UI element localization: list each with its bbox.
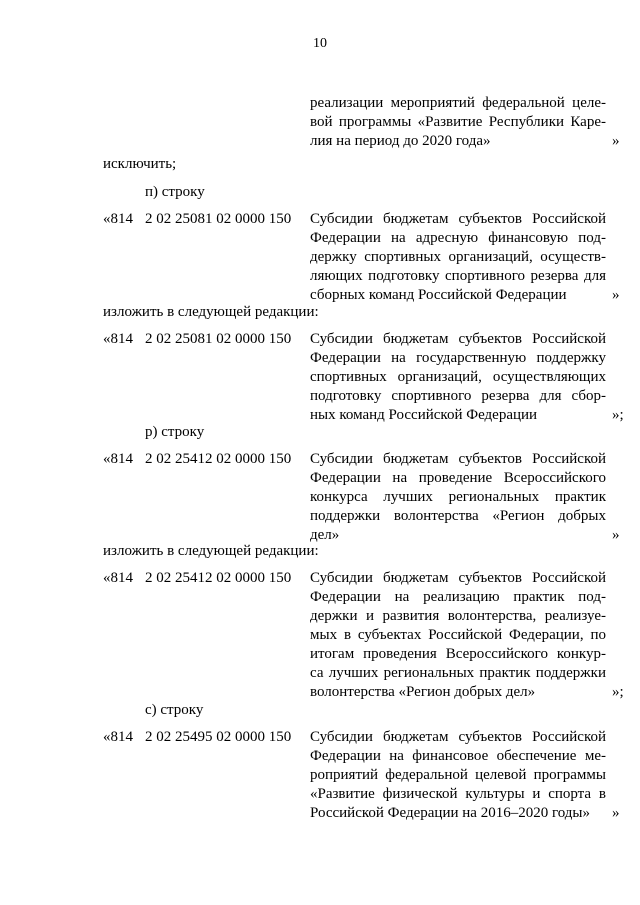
description-line: Российской Федерации на 2016–2020 годы»: [310, 805, 591, 821]
description-line: спортивных организаций, осуществляющих: [310, 369, 606, 385]
instruction-text: р) строку: [145, 424, 205, 440]
closing-quote: »;: [612, 407, 624, 423]
row-open-quote-code: «814: [103, 211, 133, 227]
instruction-text: с) строку: [145, 702, 204, 718]
description-line: сборных команд Российской Федерации: [310, 287, 567, 303]
row-open-quote-code: «814: [103, 331, 133, 347]
description-line: Субсидии бюджетам субъектов Российской: [310, 211, 606, 227]
page-number: 10: [313, 36, 327, 51]
description-line: Федерации на государственную поддержку: [310, 350, 606, 366]
description-line: ных команд Российской Федерации: [310, 407, 538, 423]
closing-quote: »: [612, 527, 620, 543]
row-description: [310, 450, 606, 545]
closing-quote: »: [612, 133, 620, 149]
row-description: [310, 94, 606, 151]
description-line: итогам проведения Всероссийского конкур-: [310, 646, 606, 662]
description-line: мых в субъектах Российской Федерации, по: [310, 627, 606, 643]
description-line: Федерации на финансовое обеспечение ме-: [310, 748, 606, 764]
description-line: Федерации на реализацию практик под-: [310, 589, 606, 605]
row-description: [310, 210, 606, 305]
row-open-quote-code: «814: [103, 729, 133, 745]
instruction-text: исключить;: [103, 156, 177, 172]
description-line: Субсидии бюджетам субъектов Российской: [310, 451, 606, 467]
budget-classification-code: 2 02 25412 02 0000 150: [145, 570, 292, 586]
description-line: вой программы «Развитие Республики Каре-: [310, 114, 606, 130]
row-description: [310, 728, 606, 823]
description-line: подготовку спортивного резерва для сбор-: [310, 388, 606, 404]
description-line: держку спортивных организаций, осуществ-: [310, 249, 606, 265]
description-line: са лучших региональных практик поддержки: [310, 665, 606, 681]
description-line: конкурса лучших региональных практик: [310, 489, 606, 505]
description-line: Федерации на адресную финансовую под-: [310, 230, 606, 246]
description-line: держки и развития волонтерства, реализуе-: [310, 608, 606, 624]
budget-classification-code: 2 02 25081 02 0000 150: [145, 331, 292, 347]
instruction-text: изложить в следующей редакции:: [103, 304, 319, 320]
description-line: ляющих подготовку спортивного резерва для: [310, 268, 606, 284]
description-line: волонтерства «Регион добрых дел»: [310, 684, 536, 700]
instruction-text: изложить в следующей редакции:: [103, 543, 319, 559]
budget-classification-code: 2 02 25081 02 0000 150: [145, 211, 292, 227]
budget-classification-code: 2 02 25412 02 0000 150: [145, 451, 292, 467]
instruction-text: п) строку: [145, 184, 205, 200]
row-description: [310, 330, 606, 425]
row-open-quote-code: «814: [103, 451, 133, 467]
description-line: «Развитие физической культуры и спорта в: [310, 786, 606, 802]
description-line: Субсидии бюджетам субъектов Российской: [310, 729, 606, 745]
closing-quote: »;: [612, 684, 624, 700]
description-line: лия на период до 2020 года»: [310, 133, 491, 149]
closing-quote: »: [612, 805, 620, 821]
description-line: роприятий федеральной целевой программы: [310, 767, 606, 783]
description-line: поддержки волонтерства «Регион добрых: [310, 508, 606, 524]
row-description: [310, 569, 606, 702]
closing-quote: »: [612, 287, 620, 303]
description-line: Субсидии бюджетам субъектов Российской: [310, 570, 606, 586]
description-line: Федерации на проведение Всероссийского: [310, 470, 606, 486]
budget-classification-code: 2 02 25495 02 0000 150: [145, 729, 292, 745]
description-line: дел»: [310, 527, 340, 543]
description-line: Субсидии бюджетам субъектов Российской: [310, 331, 606, 347]
row-open-quote-code: «814: [103, 570, 133, 586]
description-line: реализации мероприятий федеральной целе-: [310, 95, 606, 111]
